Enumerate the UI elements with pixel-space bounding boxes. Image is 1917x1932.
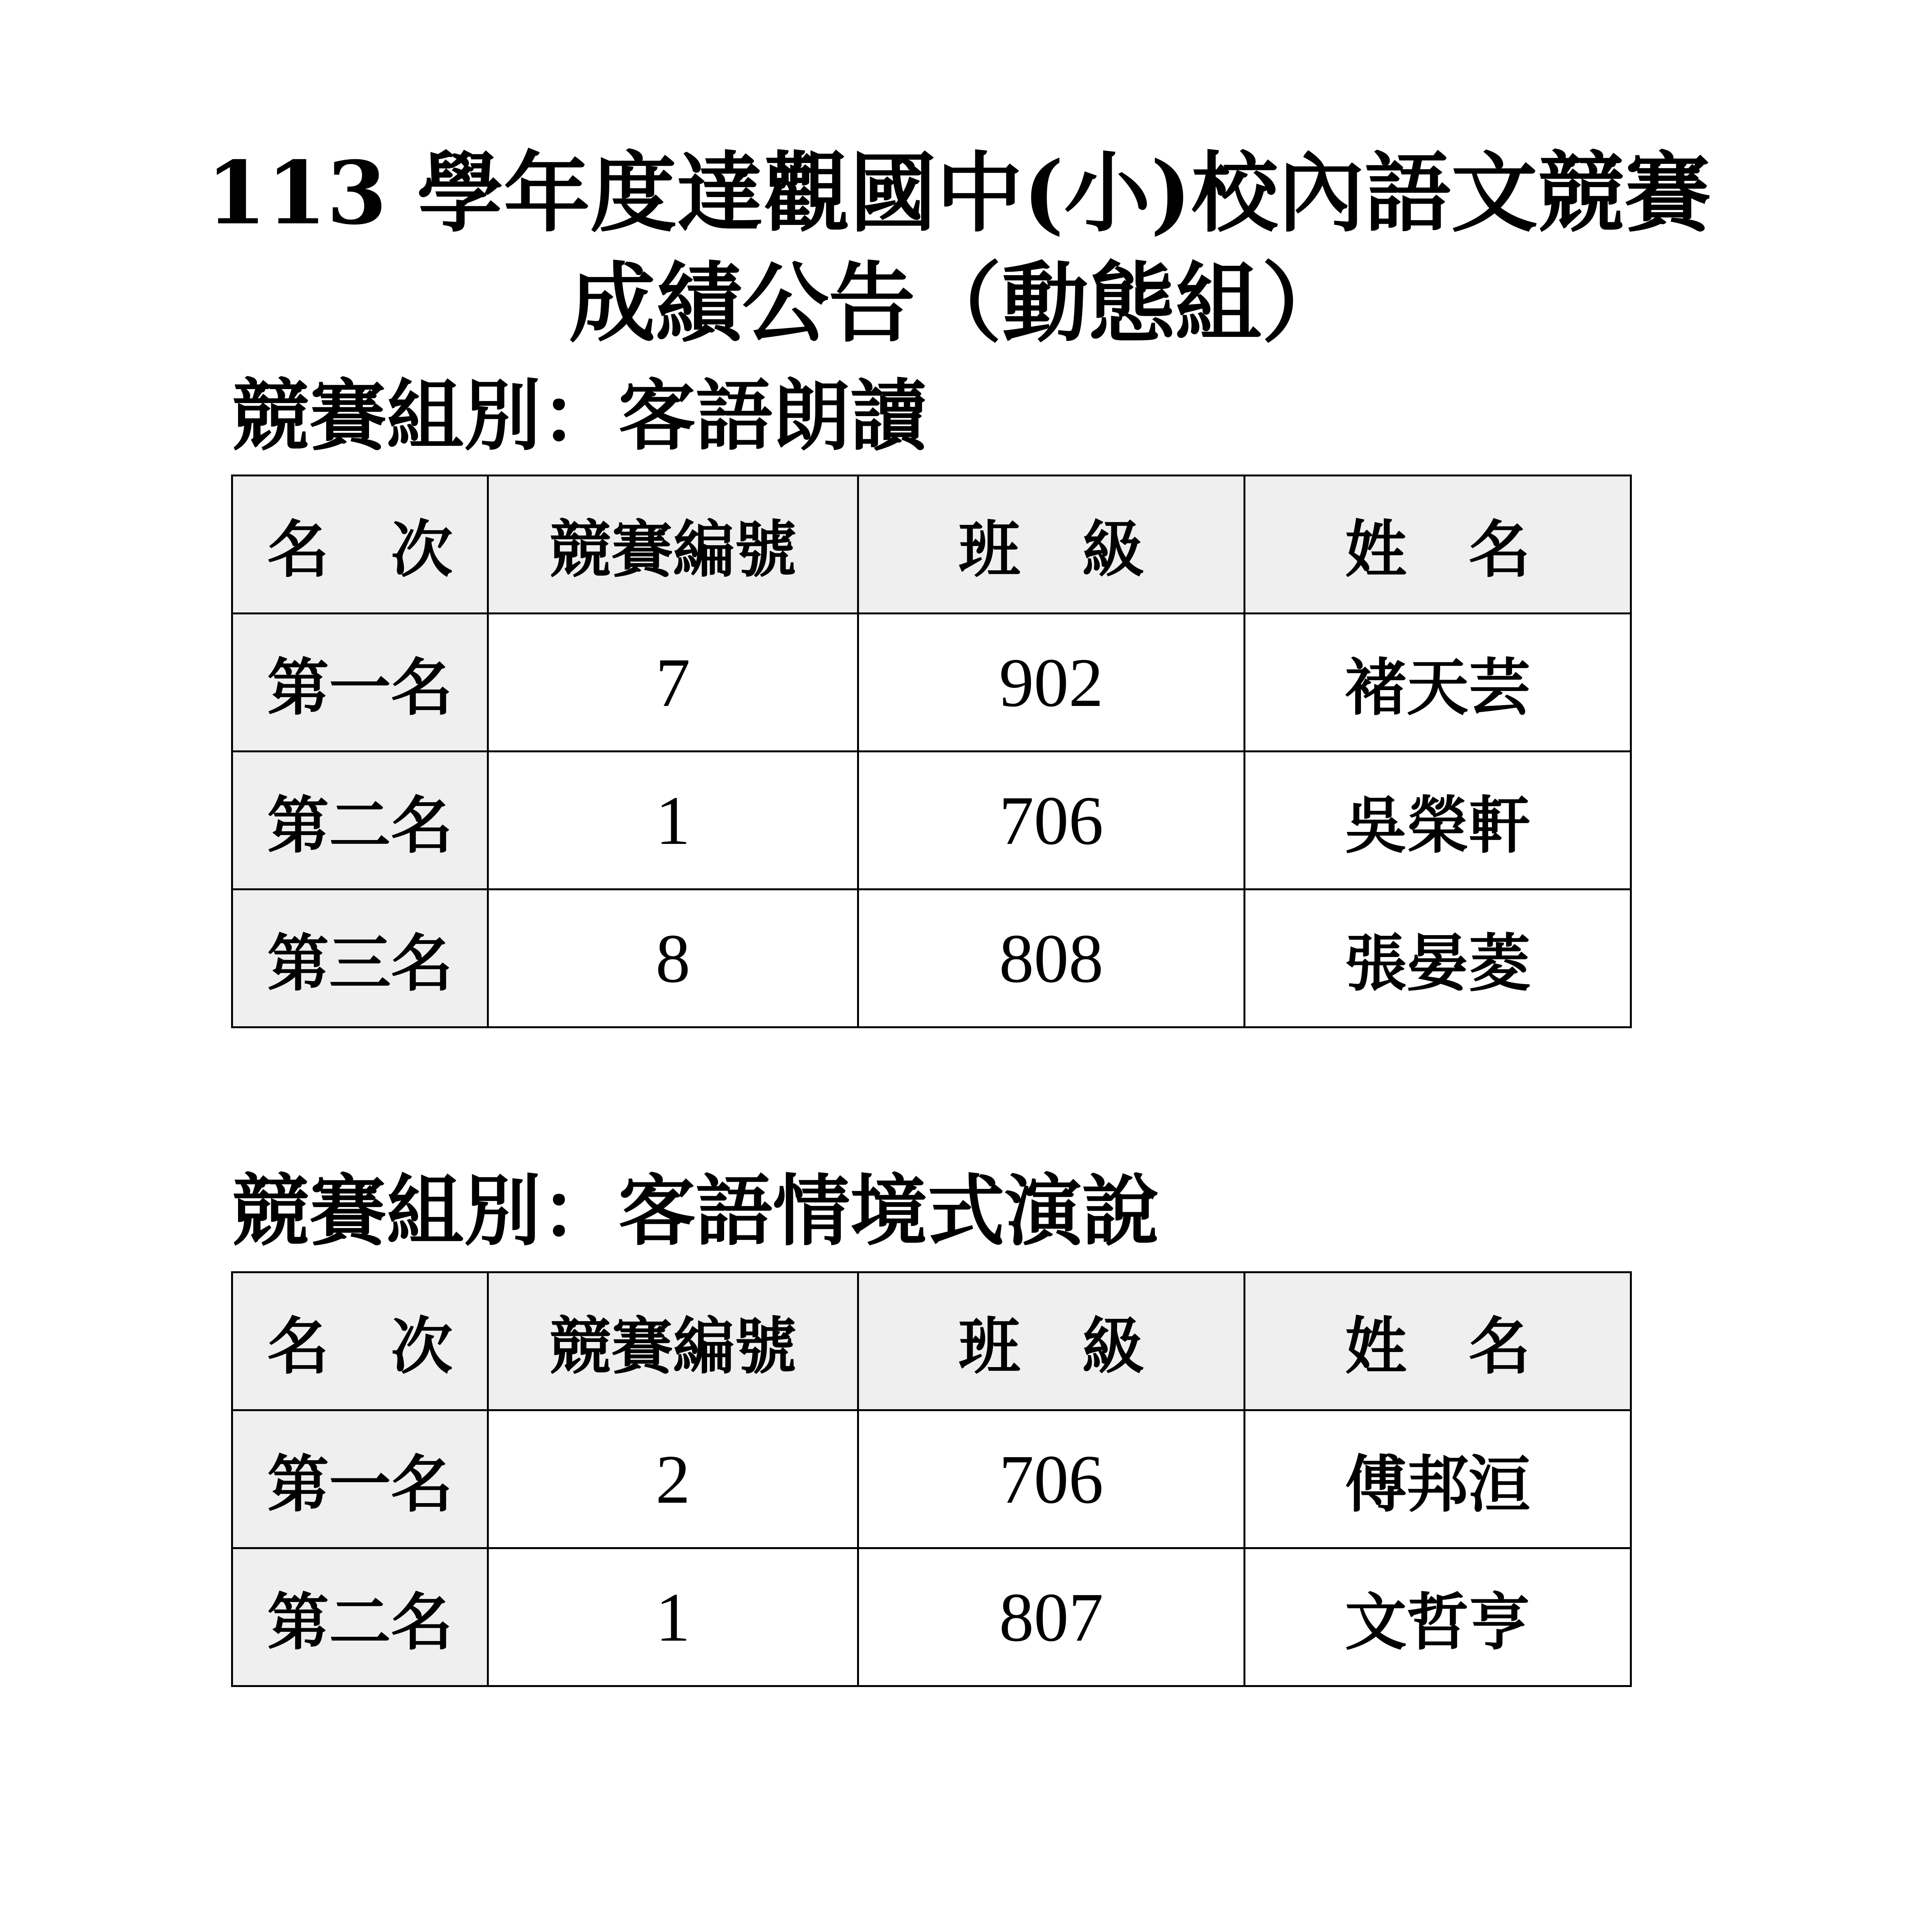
header-name: 姓 名 bbox=[1245, 1272, 1631, 1410]
results-table-hakka-speech bbox=[231, 1271, 1632, 1687]
cell-class: 902 bbox=[858, 614, 1245, 752]
cell-name: 褚天芸 bbox=[1245, 614, 1631, 752]
cell-contest-no: 1 bbox=[488, 752, 858, 889]
section-heading-hakka-speech: 競賽組別：客語情境式演說 bbox=[232, 1166, 1160, 1257]
cell-class: 807 bbox=[858, 1548, 1245, 1686]
cell-class: 706 bbox=[858, 1410, 1245, 1548]
table-header-row bbox=[232, 1272, 1631, 1410]
header-rank: 名 次 bbox=[232, 476, 488, 614]
cell-name: 吳榮軒 bbox=[1245, 752, 1631, 889]
cell-contest-no: 8 bbox=[488, 889, 858, 1027]
cell-rank: 第二名 bbox=[232, 1548, 488, 1686]
table-header-row bbox=[232, 476, 1631, 614]
cell-name: 張晏菱 bbox=[1245, 889, 1631, 1027]
header-class: 班 級 bbox=[858, 476, 1245, 614]
table-row bbox=[232, 614, 1631, 752]
cell-contest-no: 2 bbox=[488, 1410, 858, 1548]
section-heading-hakka-reading: 競賽組別：客語朗讀 bbox=[232, 371, 928, 461]
table-row bbox=[232, 752, 1631, 889]
page-subtitle: 成績公告（動態組） bbox=[569, 252, 1348, 354]
cell-rank: 第一名 bbox=[232, 1410, 488, 1548]
table-row bbox=[232, 1548, 1631, 1686]
cell-rank: 第三名 bbox=[232, 889, 488, 1027]
cell-contest-no: 1 bbox=[488, 1548, 858, 1686]
page-title: 113 學年度達觀國中(小)校內語文競賽 bbox=[206, 142, 1711, 244]
header-class: 班 級 bbox=[858, 1272, 1245, 1410]
cell-rank: 第一名 bbox=[232, 614, 488, 752]
header-contest-no: 競賽編號 bbox=[488, 1272, 858, 1410]
cell-rank: 第二名 bbox=[232, 752, 488, 889]
cell-class: 808 bbox=[858, 889, 1245, 1027]
header-contest-no: 競賽編號 bbox=[488, 476, 858, 614]
results-table-hakka-reading bbox=[231, 474, 1632, 1028]
header-name: 姓 名 bbox=[1245, 476, 1631, 614]
table-row bbox=[232, 889, 1631, 1027]
cell-name: 文哲亨 bbox=[1245, 1548, 1631, 1686]
cell-class: 706 bbox=[858, 752, 1245, 889]
header-rank: 名 次 bbox=[232, 1272, 488, 1410]
table-row bbox=[232, 1410, 1631, 1548]
cell-name: 傅邦洹 bbox=[1245, 1410, 1631, 1548]
cell-contest-no: 7 bbox=[488, 614, 858, 752]
